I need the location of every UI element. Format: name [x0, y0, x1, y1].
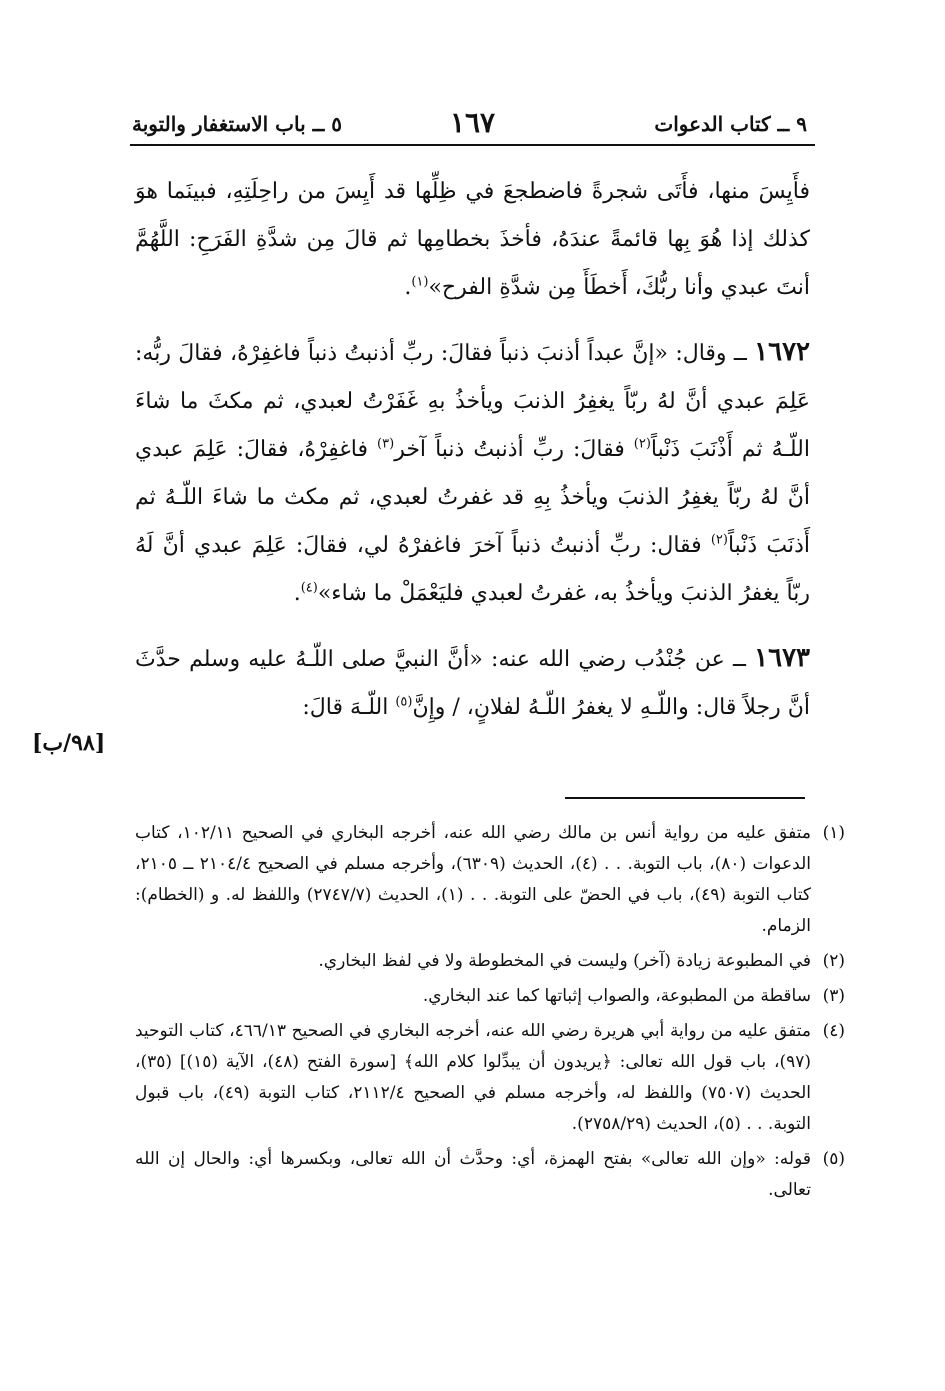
footnote-ref: (٣): [377, 436, 395, 452]
footnote-number: (٥): [822, 1149, 845, 1169]
main-text: [135, 168, 810, 732]
page-number: ١٦٧: [449, 106, 496, 139]
hadith-text: ــ عن جُنْدُب رضي الله عنه: «أنَّ النبيَّ صلى اللّـهُ عليه وسلم حدَّثَ أنَّ رجلاً قال: واللّـهِ لا يغفرُ اللّـهُ لفلانٍ، / وإِنَّ: [135, 647, 810, 720]
hadith-number: ١٦٧٣: [754, 643, 811, 673]
footnotes: [135, 818, 845, 1206]
footnote-divider: [565, 797, 805, 799]
hadith-text: اللّـهَ قالَ:: [302, 695, 396, 720]
footnote: [135, 1144, 845, 1206]
manuscript-folio-ref: [٩٨/ب]: [32, 730, 106, 756]
footnote-ref: (٢): [633, 436, 651, 452]
footnote-number: (١): [822, 823, 845, 843]
hadith-text: فاغفِرْهُ، فقالَ: عَلِمَ عبدي أنَّ لهُ ربّاً يغفِرُ الذنبَ ويأخذُ بِهِ قد غفرتُ لعبدي، ثم مكث ما شاءَ اللّـهُ ثم أَذنَبَ ذَنْباً: [135, 437, 810, 558]
footnote-ref: (٥): [395, 694, 413, 710]
footnote-text: في المطبوعة زيادة (آخر) وليست في المخطوطة ولا في لفظ البخاري.: [318, 951, 811, 971]
footnote-ref: (٢): [710, 532, 728, 548]
footnote: [135, 1016, 845, 1140]
footnote-number: (٢): [822, 951, 845, 971]
footnote-text: متفق عليه من رواية أبي هريرة رضي الله عنه، أخرجه البخاري في الصحيح ٤٦٦/١٣، كتاب التوحيد (٩٧)، باب قول الله تعالى: ﴿يريدون أن يبدِّلوا كلام الله﴾ [سورة الفتح (٤٨)، الآية (١٥)] (٣٥)، الحديث (٧٥٠٧) واللفظ له، وأخرجه مسلم في الصحيح ٢١١٢/٤، كتاب التوبة (٤٩)، باب قبول التوبة. . . (٥)، الحديث (٢٧٥٨/٢٩).: [135, 1021, 812, 1134]
footnote: [135, 981, 845, 1012]
chapter-title: ٩ ــ كتاب الدعوات: [654, 112, 807, 136]
footnote: [135, 818, 845, 942]
hadith-text: فقال: ربِّ أذنبتُ ذنباً آخرَ فاغفرْهُ لي، فقالَ: عَلِمَ عبدي أنَّ لَهُ ربّاً يغفرُ الذنبَ ويأخذُ به، غفرتُ لعبدي فليَعْمَلْ ما شاء»: [135, 533, 810, 606]
footnote-text: متفق عليه من رواية أنس بن مالك رضي الله عنه، أخرجه البخاري في الصحيح ١٠٢/١١، كتاب الدعوات (٨٠)، باب التوبة. . . (٤)، الحديث (٦٣٠٩)، وأخرجه مسلم في الصحيح ٢١٠٤/٤ ــ ٢١٠٥، كتاب التوبة (٤٩)، باب في الحضّ على التوبة. . . (١)، الحديث (٢٧٤٧/٧) واللفظ له. و (الخطام): الزمام.: [135, 823, 811, 936]
paragraph-text: فأَيِسَ منها، فأَتَى شجرةً فاضطجعَ في ظِلِّها قد أَيِسَ من راحِلَتِهِ، فبينَما هوَ كذلك إذا هُوَ بِها قائمةً عندَهُ، فأخذَ بخطامِها ثم قالَ مِن شدَّةِ الفَرَحِ: اللَّهُمَّ أنتَ عبدي وأنا ربُّكَ، أَخطَأَ مِن شدَّةِ الفرح»: [135, 179, 810, 300]
footnote-number: (٤): [822, 1021, 845, 1041]
footnote-ref: (٤): [300, 580, 318, 596]
footnote-number: (٣): [822, 986, 845, 1006]
running-header: [130, 104, 815, 146]
footnote-text: ساقطة من المطبوعة، والصواب إثباتها كما عند البخاري.: [422, 986, 811, 1006]
hadith-text: ــ وقال: «إنَّ عبداً أذنبَ ذنباً فقالَ: ربِّ أذنبتُ ذنباً فاغفِرْهُ، فقالَ ربُّه: عَلِمَ عبدي أنَّ لهُ ربّاً يغفِرُ الذنبَ ويأخذُ بهِ غَفَرْتُ لعبدي، ثم مكثَ ما شاءَ اللّـهُ ثم أَذْنَبَ ذَنْباً: [135, 341, 810, 462]
paragraph-continuation: فأَيِسَ منها، فأَتَى شجرةً فاضطجعَ في ظِلِّها قد أَيِسَ من راحِلَتِهِ، فبينَما هوَ كذلك إذا هُوَ بِها قائمةً عندَهُ، فأخذَ بخطامِها ثم قالَ مِن شدَّةِ الفَرَحِ: اللَّهُمَّ أنتَ عبدي وأنا ربُّكَ، أَخطَأَ مِن شدَّةِ الفرح»$^{(١)}$.: [135, 179, 810, 300]
section-title: ٥ ــ باب الاستغفار والتوبة: [132, 112, 343, 136]
hadith-text: فقالَ: ربِّ أذنبتُ ذنباً آخر: [394, 437, 634, 462]
hadith-number: ١٦٧٢: [754, 337, 810, 367]
footnote-text: قوله: «وإن الله تعالى» بفتح الهمزة، أي: وحدَّث أن الله تعالى، وبكسرها أي: والحال إن الله تعالى.: [135, 1149, 811, 1200]
footnote: [135, 946, 845, 977]
hadith-1673: [135, 634, 810, 732]
hadith-1672: ١٦٧٢ ــ وقال: «إنَّ عبداً أذنبَ ذنباً فقالَ: ربِّ أذنبتُ ذنباً فاغفِرْهُ، فقالَ ربُّه: عَلِمَ عبدي أنَّ لهُ ربّاً يغفِرُ الذنبَ ويأخذُ بهِ غَفَرْتُ لعبدي، ثم مكثَ ما شاءَ اللّـهُ ثم أَذْنَبَ ذَنْباً$^{(٢)}$ فقالَ: ربِّ أذنبتُ ذنباً آخر$^{(٣)}$ فاغفِرْهُ، فقالَ: عَلِمَ عبدي أنَّ لهُ ربّاً يغفِرُ الذنبَ ويأخذُ بِهِ قد غفرتُ لعبدي، ثم مكث ما شاءَ اللّـهُ ثم أَذنَبَ ذَنْباً$^{(٢)}$ فقال: ربِّ أذنبتُ ذنباً آخرَ فاغفرْهُ لي، فقالَ: عَلِمَ عبدي أنَّ لَهُ ربّاً يغفرُ الذنبَ ويأخذُ به، غفرتُ لعبدي فليَعْمَلْ ما شاء»$^{(٤)}$.: [135, 337, 810, 606]
footnote-ref: (١): [411, 274, 429, 290]
